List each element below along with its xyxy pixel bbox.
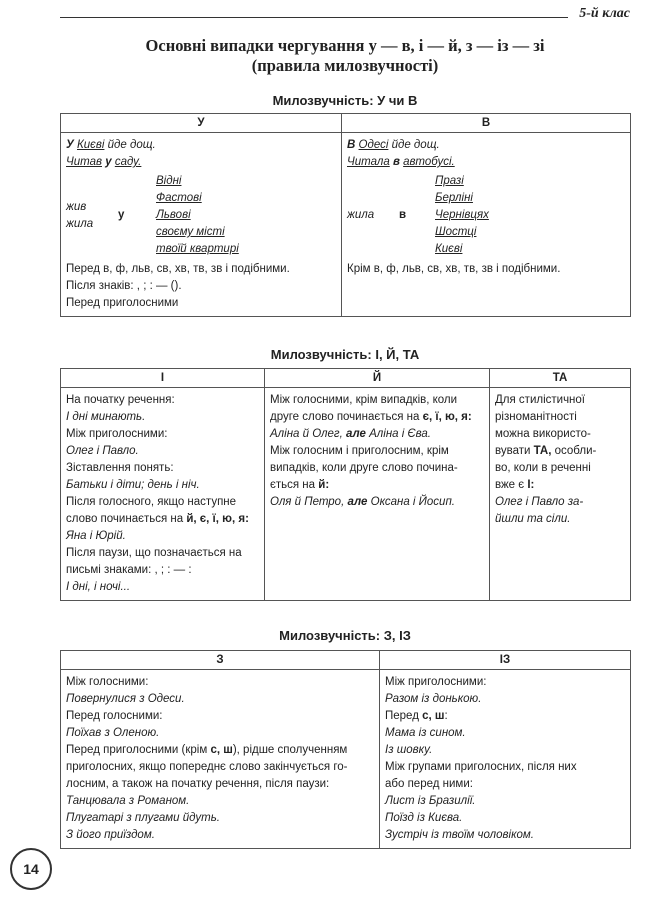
rule-line: лосним, а також на початку речення, після паузи: <box>66 778 330 790</box>
example-line: Олег і Павло. <box>66 445 139 457</box>
cell-u <box>61 133 342 317</box>
example-line: І дні, і ночі... <box>66 581 131 593</box>
example-line: Зустріч із твоїм чоловіком. <box>385 829 535 841</box>
rule-line: або перед ними: <box>385 778 473 790</box>
word-item: Фастові <box>156 192 202 204</box>
col-header-ta: ТА <box>490 369 631 388</box>
rule-line: Між групами приголосних, після них <box>385 761 577 773</box>
example-line: Лист із Бразилії. <box>385 795 476 807</box>
rule-line: Перед с, ш: <box>385 710 448 722</box>
cell-y <box>265 388 490 601</box>
word-item: Празі <box>435 175 464 187</box>
section-heading-i-y-ta: Милозвучність: І, Й, ТА <box>270 347 420 362</box>
preposition: у <box>118 209 125 221</box>
rule-line: можна використо- <box>495 428 591 440</box>
rule-line: Між приголосними: <box>66 428 168 440</box>
rule-line: Перед приголосними (крім с, ш), рідше сполученням <box>66 744 348 756</box>
example-line: З його приїздом. <box>66 829 155 841</box>
word-item: Львові <box>156 209 191 221</box>
rule-line: слово починається на й, є, ї, ю, я: <box>66 513 249 525</box>
word-item: своєму місті <box>156 226 225 238</box>
verb-left: жила <box>347 209 375 221</box>
example-line: Плугатарі з плугами йдуть. <box>66 812 220 824</box>
col-header-u: У <box>61 114 342 133</box>
rule-line: вувати ТА, особли- <box>495 445 597 457</box>
rule-line: випадків, коли друге слово почина- <box>270 462 458 474</box>
rule-line: Перед в, ф, льв, св, хв, тв, зв і подібними. <box>66 263 290 275</box>
word-item: Києві <box>435 243 463 255</box>
cell-z <box>61 670 380 849</box>
rule-line: ється на й: <box>270 479 330 491</box>
example-line: Разом із донькою. <box>385 693 482 705</box>
example-line: Оля й Петро, але Оксана і Йосип. <box>270 496 455 508</box>
header-rule <box>60 17 568 18</box>
word-item: Відні <box>156 175 182 187</box>
example-line: Читав у саду. <box>66 156 142 168</box>
rule-line: Крім в, ф, льв, св, хв, тв, зв і подібними. <box>347 263 561 275</box>
rule-line: во, коли в реченні <box>495 462 591 474</box>
col-header-v: В <box>342 114 631 133</box>
word-item: твоїй квартирі <box>156 243 239 255</box>
example-line: Аліна й Олег, але Аліна і Єва. <box>270 428 431 440</box>
rule-line: Між приголосними: <box>385 676 487 688</box>
rule-line: Перед голосними: <box>66 710 163 722</box>
preposition: в <box>399 209 407 221</box>
col-header-y: Й <box>265 369 490 388</box>
grade-label: 5-й клас <box>579 6 630 21</box>
rule-line: Для стилістичної <box>495 394 586 406</box>
rule-line: Між голосним і приголосним, крім <box>270 445 449 457</box>
word-item: Берліні <box>435 192 473 204</box>
cell-i <box>61 388 265 601</box>
rule-line: приголосних, якщо попереднє слово закінчується го- <box>66 761 348 773</box>
rule-line: На початку речення: <box>66 394 175 406</box>
rule-line: різноманітності <box>495 411 577 423</box>
rule-line: Після голосного, якщо наступне <box>66 496 237 508</box>
section-heading-z-iz: Милозвучність: З, ІЗ <box>279 628 411 643</box>
rule-line: Після знаків: , ; : — (). <box>66 280 182 292</box>
col-header-iz: ІЗ <box>380 651 631 670</box>
col-header-i: І <box>61 369 265 388</box>
example-line: У Києві йде дощ. <box>66 139 156 151</box>
example-line: йшли та сіли. <box>495 513 571 525</box>
example-line: Танцювала з Романом. <box>66 795 190 807</box>
example-line: Мама із сином. <box>385 727 466 739</box>
rule-line: письмі знаками: , ; : — : <box>66 564 192 576</box>
example-line: Із шовку. <box>385 744 433 756</box>
rule-line: Після паузи, що позначається на <box>66 547 242 559</box>
rule-line: вже є І: <box>495 479 535 491</box>
rule-line: Між голосними: <box>66 676 149 688</box>
col-header-z: З <box>61 651 380 670</box>
example-line: І дні минають. <box>66 411 146 423</box>
cell-v <box>342 133 631 317</box>
page-subtitle: (правила милозвучності) <box>251 56 439 75</box>
rule-line: Між голосними, крім випадків, коли <box>270 394 458 406</box>
example-line: Олег і Павло за- <box>495 496 584 508</box>
page-title: Основні випадки чергування у — в, і — й, з — із — зі <box>145 36 545 55</box>
rule-line: друге слово починається на є, ї, ю, я: <box>270 411 472 423</box>
table-z-iz <box>60 650 631 849</box>
example-line: В Одесі йде дощ. <box>347 139 440 151</box>
rule-line: Перед приголосними <box>66 297 179 309</box>
rule-line: Зіставлення понять: <box>66 462 174 474</box>
section-heading-u-v: Милозвучність: У чи В <box>272 93 418 108</box>
example-line: Читала в автобусі. <box>347 156 455 168</box>
example-line: Яна і Юрій. <box>66 530 126 542</box>
example-line: Батьки і діти; день і ніч. <box>66 479 200 491</box>
example-line: Поїхав з Оленою. <box>66 727 160 739</box>
word-item: Чернівцях <box>435 209 489 221</box>
example-line: Поїзд із Києва. <box>385 812 463 824</box>
cell-ta <box>490 388 631 601</box>
page-number: 14 <box>10 848 52 890</box>
word-item: Шостці <box>435 226 477 238</box>
verb-left: жив <box>66 200 87 213</box>
table-u-v <box>60 113 631 317</box>
example-line: Повернулися з Одеси. <box>66 693 185 705</box>
cell-iz <box>380 670 631 849</box>
verb-left: жила <box>66 217 94 230</box>
table-i-y-ta <box>60 368 631 601</box>
